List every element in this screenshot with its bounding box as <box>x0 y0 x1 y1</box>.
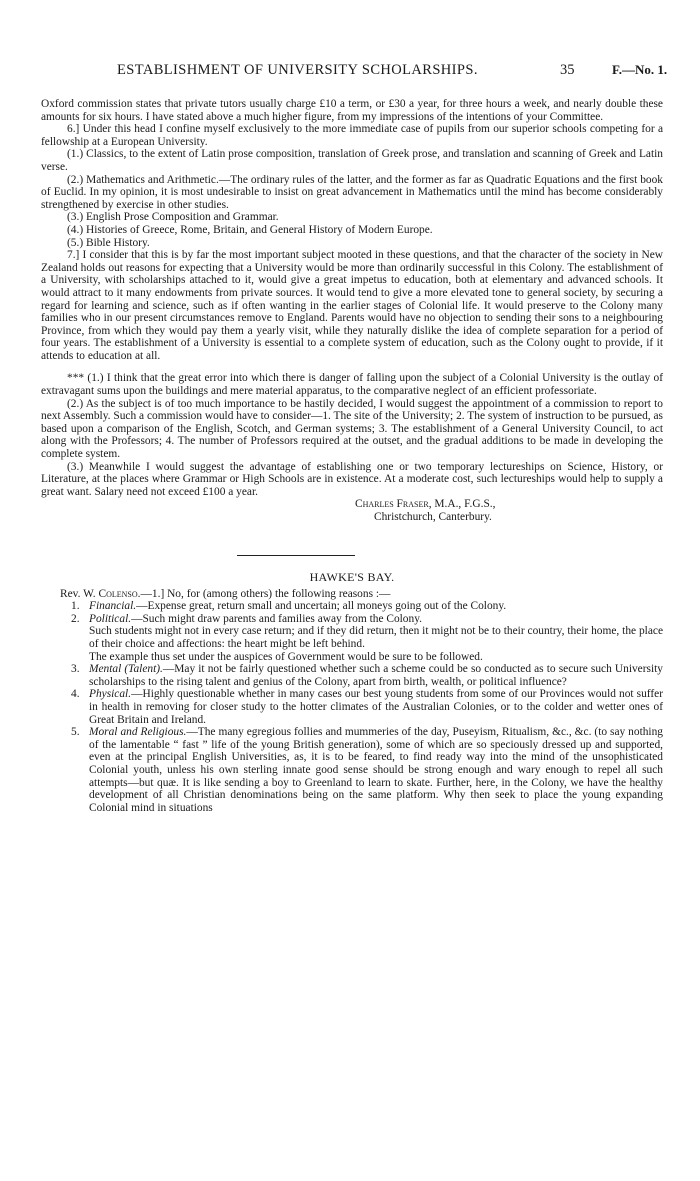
canterbury-section <box>41 98 663 498</box>
list-item: 3. Mental (Talent).—May it not be fairly questioned whether such a scheme could be so conducted as to secure such University scholarships to the rising talent and genius of the Colony, apart from birth, wealth, or political influence? <box>71 663 663 688</box>
list-item: 5. Moral and Religious.—The many egregious follies and mummeries of the day, Puseyism, Ritualism, &c., &c. (to say nothing of the lamentable “ fast ” life of the young British generation), some of which are so speciously dressed up and supported, even at the principal English Universities, as, it is to be feared, to find ready way into the mind of the unsophisticated Colonial youth, unless his own sterling innate good sense should be strong enough and wary enough to repel all such attempts—but quæ. It is like sending a boy to Greenland to learn to skate. Further, here, in the Colony, we have the healthy development of all Christian denominations being on the same platform. Why then seek to place the young expanding Colonial mind in situations <box>71 726 663 814</box>
paragraph: Oxford commission states that private tutors usually charge £10 a term, or £30 a year, for three hours a week, and nearly double these amounts for six hours. I have stated above a much higher figure, from my impressions of the intentions of your Committee. <box>41 98 663 123</box>
signature-block <box>41 498 663 523</box>
paragraph: (3.) Meanwhile I would suggest the advantage of establishing one or two temporary lectureships on Science, History, or Literature, at the places where Grammar or High Schools are in existence. At a moderate cost, such lectureships would help to supply a great want. Salary need not exceed £100 a year. <box>41 460 663 498</box>
paragraph: (4.) Histories of Greece, Rome, Britain, and General History of Modern Europe. <box>67 223 433 236</box>
list-item: 1. Financial.—Expense great, return small and uncertain; all moneys going out of the Colony. <box>71 600 507 613</box>
list-item-continuation: Such students might not in every case return; and if they did return, then it might not be to their country, their home, the place of their choice and affections: the heart might be left behind. <box>89 625 663 650</box>
document-reference: F.—No. 1. <box>612 62 668 77</box>
section-heading: HAWKE'S BAY. <box>309 569 395 584</box>
running-header <box>0 62 700 84</box>
paragraph: (2.) Mathematics and Arithmetic.—The ordinary rules of the latter, and the former as far as Quadratic Equations and the first book of Euclid. In my opinion, it is most undesirable to insist on great advancement in Mathematics until the mind has become considerably strengthened by exercise in other studies. <box>41 173 663 211</box>
signature-name: Charles Fraser <box>355 498 429 511</box>
page-body <box>41 98 663 814</box>
paragraph: (5.) Bible History. <box>67 236 150 249</box>
respondent-name: Colenso <box>98 587 138 600</box>
signature-place: Christchurch, Canterbury. <box>374 511 492 523</box>
paragraph: (1.) Classics, to the extent of Latin prose composition, translation of Greek prose, and translation and scanning of Greek and Latin verse. <box>41 148 663 173</box>
paragraph: 6.] Under this head I confine myself exclusively to the more immediate case of pupils from our superior schools competing for a fellowship at a European University. <box>41 123 663 148</box>
paragraph: 7.] I consider that this is by far the most important subject mooted in these questions, and that the character of the society in New Zealand holds out reasons for expecting that a University would be more than ordinarily successful in this Colony. The establishment of a University, with scholarships attached to it, would give a great impetus to education, both at elementary and advanced schools. It would attract to it many endowments from private sources. It would tend to give a more elevated tone to general society, by securing a regard for learning and science, such as if often wanting in the earlier stages of Colonial life. It would preserve to the Colony many families who in our present circumstances remove to England. Parents would have no objection to sending their sons to a neighbouring Province, from which they would pay them a yearly visit, while they naturally dislike the idea of complete separation for a period of four years. The establishment of a University is essential to a complete system of education, such as the Colony ought to provide, if it attends to education at all. <box>41 249 663 362</box>
page-number: 35 <box>560 62 575 78</box>
signature-degrees: , M.A., F.G.S., <box>428 498 496 511</box>
paragraph: (2.) As the subject is of too much importance to be hastily decided, I would suggest the appointment of a commission to report to next Assembly. Such a commission would have to consider—1. The site of the University; 2. The system of instruction to be pursued, as based upon a comparison of the English, Scotch, and German systems; 3. The establishment of a General University Council, to act along with the Professors; 4. The number of Professors required at the outset, and the gradual additions to be made in developing the complete system. <box>41 397 663 461</box>
list-item: 4. Physical.—Highly questionable whether in many cases our best young students from some of our Provinces would not suffer in health in removing for closer study to the hotter climates of the Australian Colonies, or to the colder and wetter ones of Great Britain and Ireland. <box>71 688 663 726</box>
paragraph: *** (1.) I think that the great error into which there is danger of falling upon the subject of a Colonial University is the outlay of extravagant sums upon the buildings and mere material apparatus, to the comparative neglect of an efficient professoriate. <box>41 372 663 398</box>
header-title: ESTABLISHMENT OF UNIVERSITY SCHOLARSHIPS. <box>117 62 478 78</box>
section-divider <box>237 555 355 556</box>
list-item: 2. Political.—Such might draw parents and families away from the Colony. <box>71 612 423 625</box>
list-item-continuation: The example thus set under the auspices of Government would be sure to be followed. <box>89 650 483 663</box>
intro-text: .—1.] No, for (among others) the following reasons :— <box>137 587 391 600</box>
hawkes-bay-section <box>41 588 663 815</box>
intro-prefix: Rev. W. <box>60 587 99 600</box>
paragraph: (3.) English Prose Composition and Grammar. <box>67 211 279 224</box>
